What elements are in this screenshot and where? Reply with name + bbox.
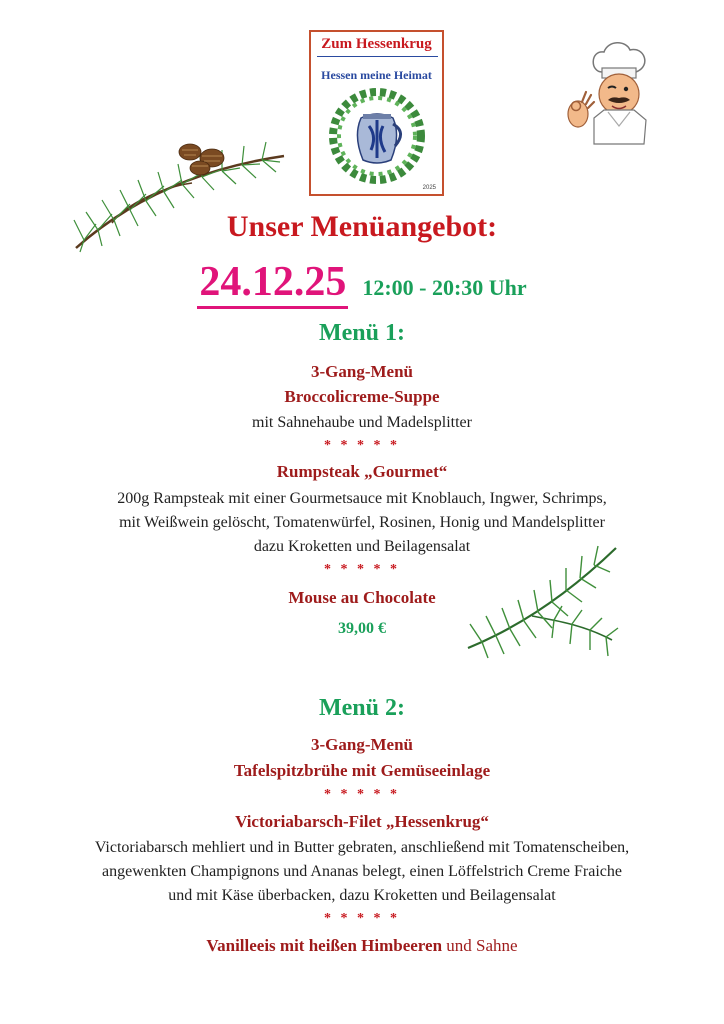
- date-time-row: [0, 258, 724, 309]
- menu1-price: 39,00 €: [338, 620, 386, 637]
- menu1-starter-name: Broccolicreme-Suppe: [284, 387, 440, 406]
- menu1-heading: Menü 1:: [319, 320, 405, 346]
- logo-title: Zum Hessenkrug: [321, 36, 432, 52]
- menu2-main-name: Victoriabarsch-Filet „Hessenkrug“: [235, 812, 489, 831]
- logo-divider: [317, 56, 438, 57]
- bembel-jug-in-ivy-wreath-icon: [325, 84, 430, 189]
- opening-hours: 12:00 - 20:30 Uhr: [362, 275, 527, 300]
- menu2-starter-name: Tafelspitzbrühe mit Gemüseeinlage: [233, 761, 491, 780]
- menu1-dessert-name: Mouse au Chocolate: [288, 588, 436, 607]
- event-date: 24.12.25: [197, 258, 348, 309]
- menu-title: Unser Menüangebot:: [226, 210, 498, 243]
- menu1-separator-2: * * * * *: [324, 562, 400, 577]
- menu1-starter-desc: mit Sahnehaube und Madelsplitter: [252, 414, 472, 431]
- menu2-main-desc-line1: Victoriabarsch mehliert und in Butter gebraten, anschließend mit Tomatenscheiben,: [94, 839, 630, 856]
- logo-year: 2025: [422, 185, 436, 191]
- menu2-dessert-name: Vanilleeis mit heißen Himbeeren: [206, 936, 443, 955]
- menu1-type: 3-Gang-Menü: [311, 362, 413, 381]
- menu2-type: 3-Gang-Menü: [311, 735, 413, 754]
- menu1-main-desc-line1: 200g Rampsteak mit einer Gourmetsauce mit Knoblauch, Ingwer, Schrimps,: [117, 490, 607, 507]
- menu2-dessert-extra: und Sahne: [442, 936, 518, 955]
- menu2-main-desc-line3: und mit Käse überbacken, dazu Kroketten und Beilagensalat: [168, 887, 556, 904]
- menu2-heading: Menü 2:: [319, 695, 405, 721]
- menu1-main-desc-line3: dazu Kroketten und Beilagensalat: [253, 538, 471, 555]
- menu2-separator-1: * * * * *: [324, 787, 400, 802]
- menu2-main-desc-line2: angewenkten Champignons und Ananas belegt, einen Löffelstrich Creme Fraiche: [102, 863, 622, 880]
- menu1-main-name: Rumpsteak „Gourmet“: [276, 462, 448, 481]
- menu1-separator-1: * * * * *: [324, 438, 400, 453]
- fir-branch-icon: [462, 540, 622, 665]
- restaurant-logo: [309, 30, 444, 196]
- chef-ok-gesture-icon: [564, 36, 674, 146]
- menu2-dessert: [0, 936, 724, 956]
- menu2-separator-2: * * * * *: [324, 911, 400, 926]
- logo-subtitle: Hessen meine Heimat: [321, 68, 432, 82]
- menu1-main-desc-line2: mit Weißwein gelöscht, Tomatenwürfel, Rosinen, Honig und Mandelsplitter: [119, 514, 605, 531]
